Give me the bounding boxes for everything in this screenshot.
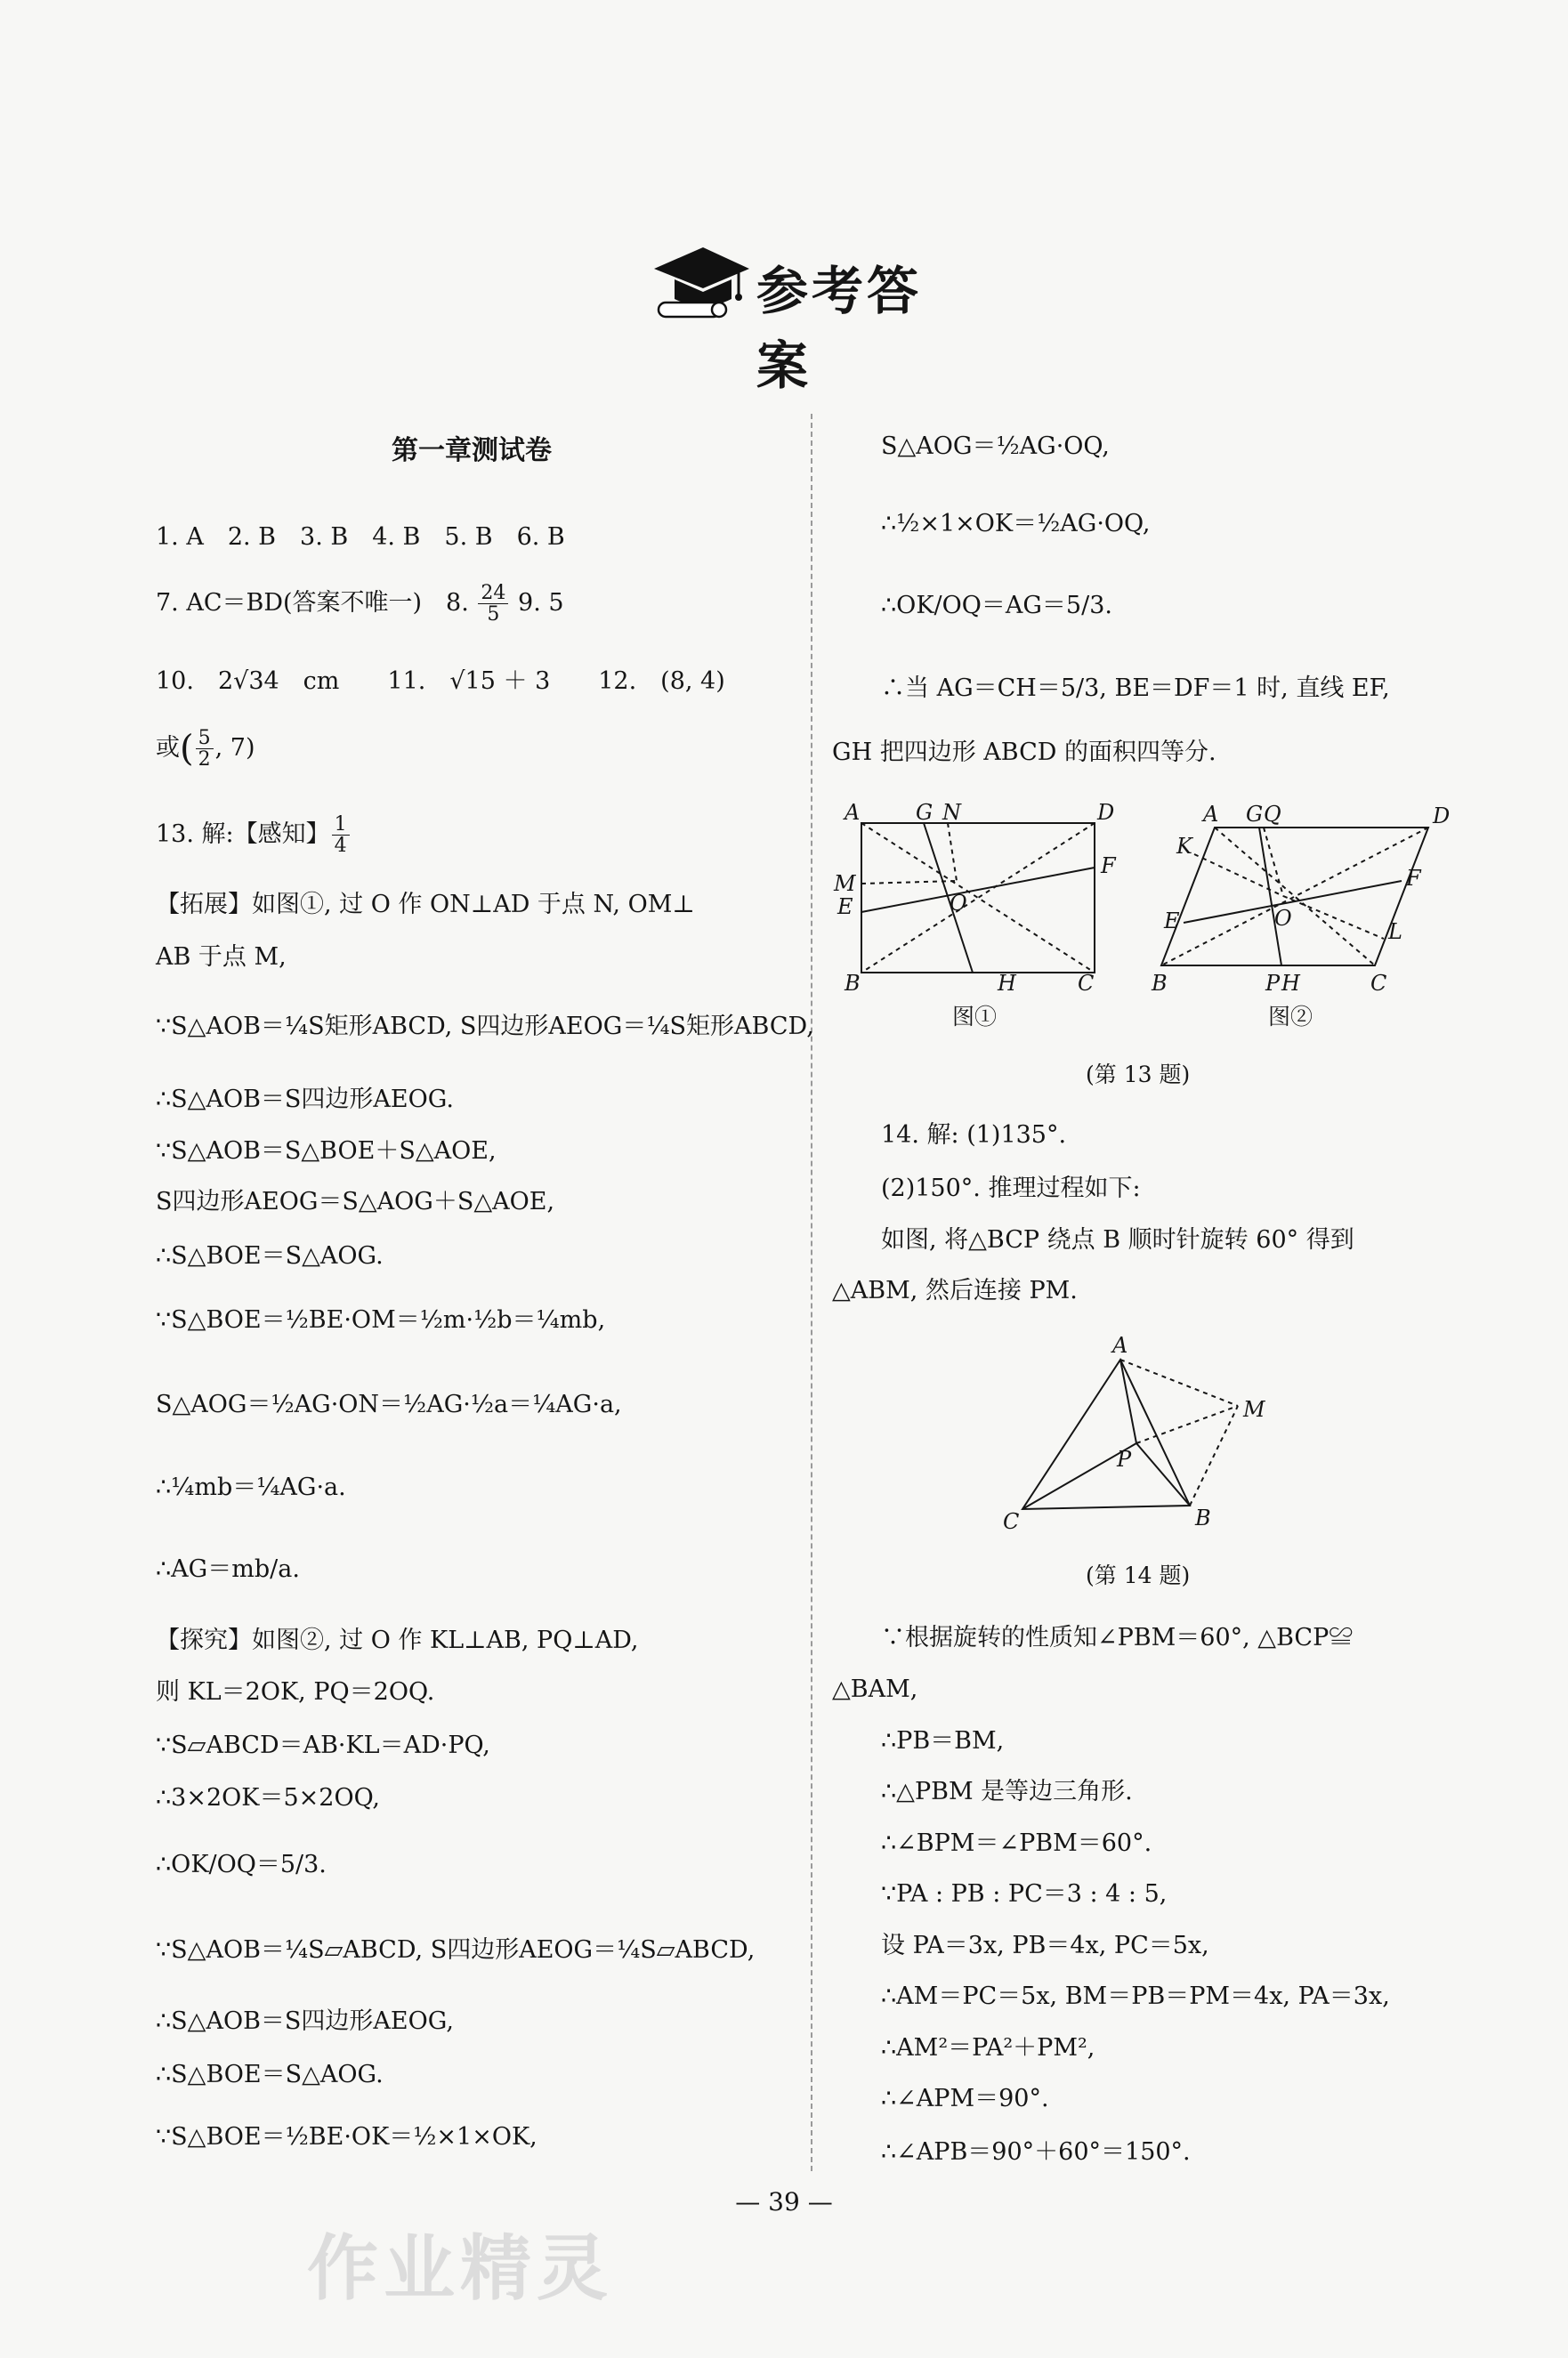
q14-line: ∴∠BPM＝∠PBM＝60°. <box>881 1829 1152 1857</box>
tuozhan-line-2: AB 于点 M, <box>156 943 287 971</box>
graduation-cap-icon <box>650 240 752 329</box>
fig1-labels <box>833 800 1117 996</box>
proof-line: GH 把四边形 ABCD 的面积四等分. <box>832 739 1216 766</box>
page-title: 参考答案 <box>756 261 923 396</box>
proof-line: ∴S△BOE＝S△AOG. <box>156 1242 384 1270</box>
proof-line: ∴S△AOB＝S四边形AEOG, <box>156 2007 454 2035</box>
proof-line: ∵S△BOE＝½BE·OK＝½×1×OK, <box>156 2123 537 2151</box>
column-divider <box>811 414 812 2171</box>
svg-text:B: B <box>1195 1506 1211 1530</box>
svg-text:P: P <box>1117 1447 1132 1472</box>
tanjiu-line-2: 则 KL＝2OK, PQ＝2OQ. <box>156 1678 435 1706</box>
q14-line: ∴∠APM＝90°. <box>881 2085 1049 2112</box>
svg-text:K: K <box>1176 834 1192 859</box>
proof-line: ∴S△BOE＝S△AOG. <box>156 2061 384 2088</box>
q14-line: △ABM, 然后连接 PM. <box>832 1277 1078 1304</box>
svg-text:A: A <box>1203 802 1219 827</box>
proof-line: ∴S△AOB＝S四边形AEOG. <box>156 1086 454 1113</box>
proof-line: ∴OK/OQ＝5/3. <box>156 1851 327 1878</box>
proof-line: ∴当 AG＝CH＝5/3, BE＝DF＝1 时, 直线 EF, <box>881 674 1390 702</box>
svg-text:H: H <box>998 971 1016 996</box>
proof-line: ∴½×1×OK＝½AG·OQ, <box>881 510 1151 537</box>
section-title: 第一章测试卷 <box>392 435 552 466</box>
svg-text:P: P <box>1265 971 1281 996</box>
page-title-block <box>650 240 970 396</box>
proof-line: S△AOG＝½AG·OQ, <box>881 432 1110 460</box>
q14-line: ∴AM²＝PA²＋PM², <box>881 2034 1095 2062</box>
answer-12-continued: 或( $\frac{5}{2}$ , 7) <box>156 727 255 771</box>
figure-1-caption: 图① <box>952 1004 998 1030</box>
answers-10-12: 10. 2√34 cm 11. √15 ＋ 3 12. (8, 4) <box>156 667 725 695</box>
answer-8-fraction: $\frac{24}{5}$ <box>478 583 508 625</box>
q14-line: 设 PA＝3x, PB＝4x, PC＝5x, <box>881 1932 1209 1959</box>
figure-13-rectangle <box>832 796 1126 996</box>
svg-text:C: C <box>1370 971 1387 996</box>
tuozhan-line-1: 【拓展】如图①, 过 O 作 ON⊥AD 于点 N, OM⊥ <box>156 891 695 918</box>
svg-text:D: D <box>1433 803 1451 828</box>
page-number: — 39 — <box>735 2187 833 2217</box>
svg-text:N: N <box>942 800 961 825</box>
svg-text:D: D <box>1097 800 1115 825</box>
q13-heading: 13. 解:【感知】 $\frac{1}{4}$ <box>156 814 352 856</box>
tanjiu-line-1: 【探究】如图②, 过 O 作 KL⊥AB, PQ⊥AD, <box>156 1627 639 1654</box>
svg-text:F: F <box>1101 853 1116 878</box>
svg-text:G: G <box>1246 802 1264 827</box>
proof-line: ∵S△BOE＝½BE·OM＝½m·½b＝¼mb, <box>156 1306 606 1334</box>
proof-line: ∴OK/OQ＝AG＝5/3. <box>881 592 1112 619</box>
figure-13-caption: (第 13 题) <box>1086 1062 1191 1087</box>
q14-line: 14. 解: (1)135°. <box>881 1121 1067 1149</box>
q14-line: ∵PA : PB : PC＝3 : 4 : 5, <box>881 1880 1168 1908</box>
figure-14-triangle <box>992 1317 1265 1534</box>
watermark: 作业精灵 <box>307 2227 613 2310</box>
proof-line: ∴3×2OK＝5×2OQ, <box>156 1784 380 1812</box>
figure-14-caption: (第 14 题) <box>1086 1563 1191 1588</box>
svg-text:B: B <box>845 971 861 996</box>
svg-text:M: M <box>834 871 856 896</box>
svg-text:E: E <box>837 894 853 919</box>
proof-line: ∵S△AOB＝¼S▱ABCD, S四边形AEOG＝¼S▱ABCD, <box>156 1936 756 1964</box>
svg-text:A: A <box>845 800 861 825</box>
proof-line: ∵S▱ABCD＝AB·KL＝AD·PQ, <box>156 1732 490 1759</box>
svg-text:L: L <box>1388 919 1402 944</box>
q14-line: △BAM, <box>832 1676 918 1703</box>
proof-line: ∵S△AOB＝S△BOE＋S△AOE, <box>156 1137 497 1165</box>
figure-2-caption: 图② <box>1268 1004 1313 1030</box>
figure-13-parallelogram <box>1130 796 1468 996</box>
answer-9: 9. 5 <box>518 589 564 618</box>
svg-text:O: O <box>950 891 967 916</box>
proof-line: ∴¼mb＝¼AG·a. <box>156 1474 346 1501</box>
fig3-lines <box>1022 1360 1238 1509</box>
fig2-lines <box>1161 828 1428 965</box>
answers-7-9 <box>156 583 564 625</box>
q14-line: ∴△PBM 是等边三角形. <box>881 1778 1133 1805</box>
svg-text:E: E <box>1164 908 1180 933</box>
svg-text:A: A <box>1112 1333 1128 1358</box>
proof-line: S四边形AEOG＝S△AOG＋S△AOE, <box>156 1188 555 1215</box>
svg-text:G: G <box>916 800 934 825</box>
svg-text:Q: Q <box>1264 802 1281 827</box>
q14-line: ∴PB＝BM, <box>881 1727 1005 1755</box>
proof-line: ∵S△AOB＝¼S矩形ABCD, S四边形AEOG＝¼S矩形ABCD, <box>156 1013 814 1040</box>
proof-line: S△AOG＝½AG·ON＝½AG·½a＝¼AG·a, <box>156 1391 622 1418</box>
q14-line: ∵根据旋转的性质知∠PBM＝60°, △BCP≌ <box>881 1624 1354 1651</box>
svg-text:O: O <box>1274 906 1292 931</box>
proof-line: ∴AG＝mb/a. <box>156 1555 300 1583</box>
q14-line: ∴∠APB＝90°＋60°＝150°. <box>881 2138 1191 2166</box>
fig2-labels <box>1151 802 1450 996</box>
q14-line: (2)150°. 推理过程如下: <box>881 1175 1141 1202</box>
answer-7: 7. AC＝BD(答案不唯一) 8. <box>156 589 469 618</box>
svg-text:B: B <box>1152 971 1168 996</box>
svg-text:F: F <box>1406 866 1421 891</box>
svg-text:C: C <box>1003 1509 1020 1534</box>
svg-text:H: H <box>1281 971 1300 996</box>
svg-text:M: M <box>1243 1397 1265 1422</box>
fig1-lines <box>861 823 1095 973</box>
q14-line: ∴AM＝PC＝5x, BM＝PB＝PM＝4x, PA＝3x, <box>881 1982 1390 2010</box>
answers-1-6: 1. A 2. B 3. B 4. B 5. B 6. B <box>156 523 565 551</box>
q14-line: 如图, 将△BCP 绕点 B 顺时针旋转 60° 得到 <box>881 1226 1354 1254</box>
svg-text:C: C <box>1078 971 1095 996</box>
